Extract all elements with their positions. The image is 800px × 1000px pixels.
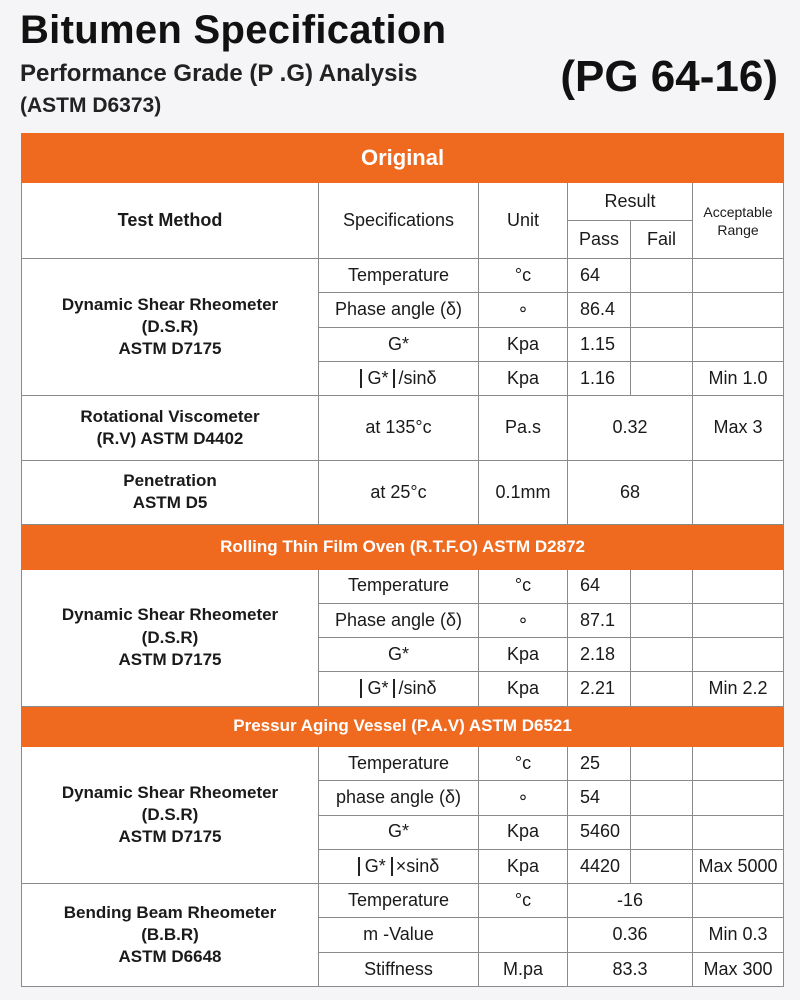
unit-cell: Kpa — [479, 327, 568, 361]
method-bbr — [22, 884, 319, 987]
grade-label: (PG 64-16) — [560, 52, 778, 101]
unit-cell: 0.1mm — [479, 460, 568, 525]
spec-cell: Temperature — [319, 746, 479, 780]
table-row — [22, 259, 784, 293]
method-line: ASTM D5 — [132, 493, 208, 513]
pass-cell: 25 — [568, 746, 631, 780]
pass-cell: 64 — [568, 569, 631, 603]
abs-value: G* — [360, 369, 395, 388]
range-cell: Max 5000 — [693, 849, 784, 883]
method-line: Rotational Viscometer — [80, 406, 260, 426]
header-test-method: Test Method — [22, 183, 319, 259]
spec-cell: Phase angle (δ) — [319, 293, 479, 327]
unit-cell — [479, 918, 568, 952]
range-cell — [693, 884, 784, 918]
spec-cell: Stiffness — [319, 952, 479, 986]
band-original — [22, 134, 784, 183]
method-line: (D.S.R) — [141, 804, 199, 824]
method-dsr-original — [22, 259, 319, 396]
unit-cell: Kpa — [479, 638, 568, 672]
header-result: Result — [568, 183, 693, 220]
range-cell — [693, 781, 784, 815]
method-line: ASTM D7175 — [118, 827, 222, 847]
fail-cell — [631, 849, 693, 883]
fail-cell — [631, 638, 693, 672]
abs-value: G* — [358, 857, 393, 876]
result-cell: 68 — [568, 460, 693, 525]
band-rtfo-label: Rolling Thin Film Oven (R.T.F.O) ASTM D2872 — [22, 525, 784, 569]
result-cell: 0.36 — [568, 918, 693, 952]
standard-label: (ASTM D6373) — [20, 94, 162, 117]
method-dsr-pav — [22, 746, 319, 883]
fail-cell — [631, 361, 693, 395]
header-acceptable-range — [693, 183, 784, 259]
fail-cell — [631, 672, 693, 706]
header-acceptable-line1: Acceptable — [703, 203, 773, 220]
band-pav-label: Pressur Aging Vessel (P.A.V) ASTM D6521 — [22, 706, 784, 746]
method-line: Dynamic Shear Rheometer — [61, 605, 279, 625]
spec-cell: Temperature — [319, 569, 479, 603]
spec-cell — [319, 849, 479, 883]
method-dsr-rtfo — [22, 569, 319, 706]
unit-cell: °c — [479, 259, 568, 293]
spec-cell — [319, 361, 479, 395]
spec-suffix: /sinδ — [398, 367, 437, 388]
unit-cell: °c — [479, 884, 568, 918]
method-line: Penetration — [123, 471, 217, 491]
band-original-label: Original — [22, 134, 784, 183]
fail-cell — [631, 259, 693, 293]
range-cell — [693, 569, 784, 603]
header-fail: Fail — [631, 220, 693, 258]
fail-cell — [631, 293, 693, 327]
header-unit: Unit — [479, 183, 568, 259]
unit-cell: Kpa — [479, 672, 568, 706]
unit-cell: °c — [479, 569, 568, 603]
fail-cell — [631, 327, 693, 361]
range-cell — [693, 815, 784, 849]
spec-suffix: ×sinδ — [395, 855, 440, 876]
method-line: (D.S.R) — [141, 627, 199, 647]
method-line: (B.B.R) — [141, 925, 199, 944]
result-cell: -16 — [568, 884, 693, 918]
spec-cell — [319, 672, 479, 706]
pass-cell: 54 — [568, 781, 631, 815]
pass-cell: 1.16 — [568, 361, 631, 395]
method-line: Bending Beam Rheometer — [63, 902, 277, 922]
range-cell: Min 1.0 — [693, 361, 784, 395]
abs-value: G* — [360, 679, 395, 698]
unit-cell: ∘ — [479, 603, 568, 637]
range-cell — [693, 327, 784, 361]
spec-cell: G* — [319, 327, 479, 361]
document-title: Bitumen Specification — [20, 8, 447, 52]
pass-cell: 87.1 — [568, 603, 631, 637]
method-line: (D.S.R) — [141, 317, 199, 337]
header-pass: Pass — [568, 220, 631, 258]
pass-cell: 2.18 — [568, 638, 631, 672]
band-rtfo — [22, 525, 784, 569]
range-cell: Min 0.3 — [693, 918, 784, 952]
result-cell: 0.32 — [568, 396, 693, 461]
band-pav — [22, 706, 784, 746]
method-line: (R.V) ASTM D4402 — [96, 428, 244, 448]
table-row — [22, 884, 784, 918]
unit-cell: Kpa — [479, 849, 568, 883]
pass-cell: 4420 — [568, 849, 631, 883]
table-row — [22, 396, 784, 461]
range-cell — [693, 259, 784, 293]
fail-cell — [631, 569, 693, 603]
range-cell — [693, 293, 784, 327]
fail-cell — [631, 815, 693, 849]
spec-cell: at 135°c — [319, 396, 479, 461]
spec-cell: Phase angle (δ) — [319, 603, 479, 637]
method-rv — [22, 396, 319, 461]
range-cell: Min 2.2 — [693, 672, 784, 706]
range-cell — [693, 746, 784, 780]
unit-cell: Kpa — [479, 815, 568, 849]
pass-cell: 5460 — [568, 815, 631, 849]
range-cell — [693, 460, 784, 525]
unit-cell: ∘ — [479, 781, 568, 815]
unit-cell: ∘ — [479, 293, 568, 327]
fail-cell — [631, 603, 693, 637]
spec-suffix: /sinδ — [398, 678, 437, 699]
pass-cell: 64 — [568, 259, 631, 293]
method-line: Dynamic Shear Rheometer — [61, 782, 279, 802]
header-row — [22, 183, 784, 220]
range-cell: Max 300 — [693, 952, 784, 986]
spec-cell: G* — [319, 815, 479, 849]
table-row — [22, 460, 784, 525]
specification-table — [21, 133, 784, 987]
document-subtitle: Performance Grade (P .G) Analysis — [20, 60, 418, 87]
pass-cell: 86.4 — [568, 293, 631, 327]
spec-cell: G* — [319, 638, 479, 672]
fail-cell — [631, 781, 693, 815]
unit-cell: °c — [479, 746, 568, 780]
method-line: Dynamic Shear Rheometer — [61, 294, 279, 314]
header-specifications: Specifications — [319, 183, 479, 259]
method-penetration — [22, 460, 319, 525]
range-cell — [693, 603, 784, 637]
result-cell: 83.3 — [568, 952, 693, 986]
table-row — [22, 746, 784, 780]
spec-cell: at 25°c — [319, 460, 479, 525]
method-line: ASTM D6648 — [118, 947, 222, 967]
spec-cell: Temperature — [319, 259, 479, 293]
spec-cell: m -Value — [319, 918, 479, 952]
table-row — [22, 569, 784, 603]
pass-cell: 1.15 — [568, 327, 631, 361]
pass-cell: 2.21 — [568, 672, 631, 706]
spec-cell: phase angle (δ) — [319, 781, 479, 815]
unit-cell: Kpa — [479, 361, 568, 395]
unit-cell: M.pa — [479, 952, 568, 986]
spec-cell: Temperature — [319, 884, 479, 918]
method-line: ASTM D7175 — [118, 649, 222, 669]
method-line: ASTM D7175 — [118, 339, 222, 359]
header-acceptable-line2: Range — [717, 221, 759, 238]
range-cell — [693, 638, 784, 672]
fail-cell — [631, 746, 693, 780]
unit-cell: Pa.s — [479, 396, 568, 461]
range-cell: Max 3 — [693, 396, 784, 461]
